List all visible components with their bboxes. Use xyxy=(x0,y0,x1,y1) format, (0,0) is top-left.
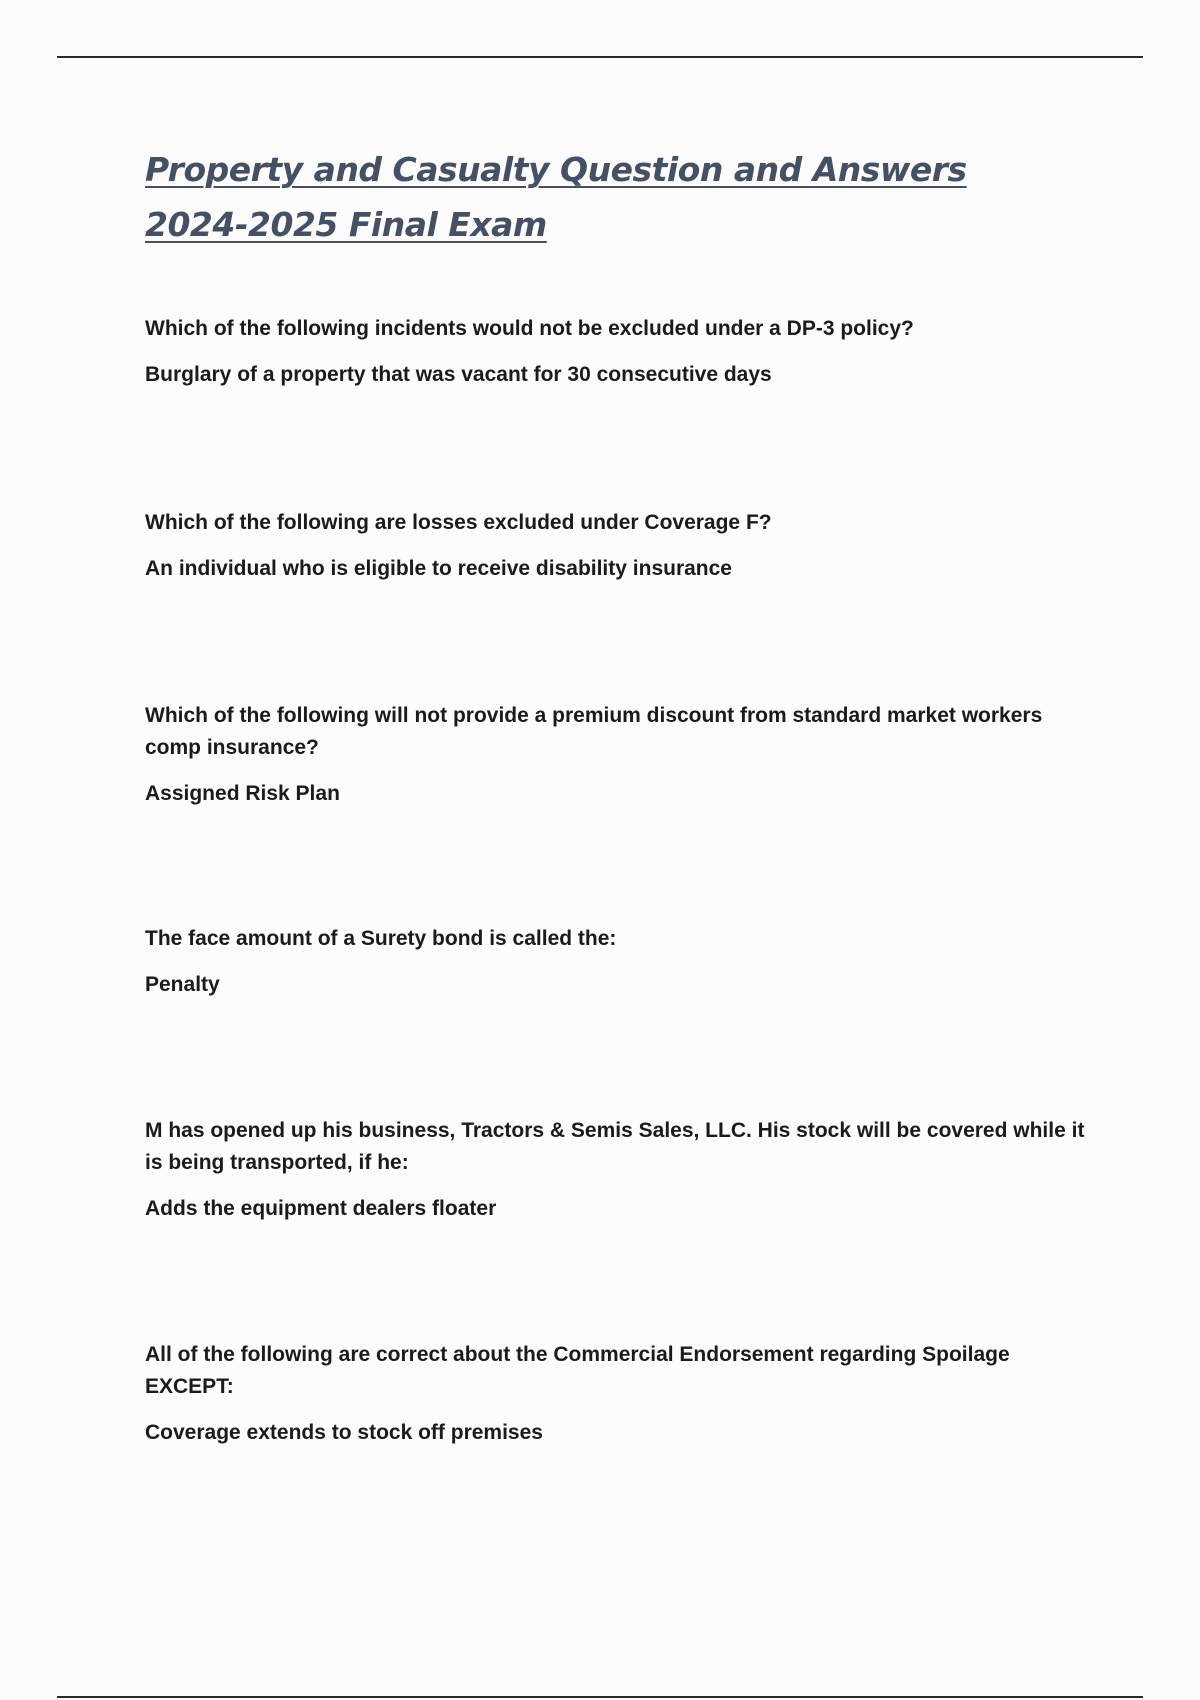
question-text: M has opened up his business, Tractors & Semis Sales, LLC. His stock will be covered while it is being transported, if he: xyxy=(145,1119,1085,1174)
answer-text: Burglary of a property that was vacant for 30 consecutive days xyxy=(145,363,772,386)
document-title: Property and Casualty Question and Answers 2024-2025 Final Exam xyxy=(145,150,967,244)
answer-text: Penalty xyxy=(145,973,220,996)
header-rule xyxy=(57,56,1143,58)
qa-item xyxy=(145,923,1095,1001)
qa-item xyxy=(145,507,1095,585)
qa-item xyxy=(145,1339,1095,1449)
answer-text: Coverage extends to stock off premises xyxy=(145,1421,543,1444)
qa-item xyxy=(145,700,1095,810)
question-text: Which of the following incidents would not be excluded under a DP-3 policy? xyxy=(145,317,914,340)
qa-item xyxy=(145,1115,1095,1225)
question-text: All of the following are correct about the Commercial Endorsement regarding Spoilage EXCEPT: xyxy=(145,1343,1010,1398)
question-text: Which of the following are losses excluded under Coverage F? xyxy=(145,511,772,534)
question-text: The face amount of a Surety bond is called the: xyxy=(145,927,617,950)
question-text: Which of the following will not provide a premium discount from standard market workers comp insurance? xyxy=(145,704,1043,759)
answer-text: Adds the equipment dealers floater xyxy=(145,1197,497,1220)
footer-rule xyxy=(57,1696,1143,1698)
answer-text: Assigned Risk Plan xyxy=(145,782,340,805)
answer-text: An individual who is eligible to receive disability insurance xyxy=(145,557,732,580)
qa-item xyxy=(145,313,1095,391)
